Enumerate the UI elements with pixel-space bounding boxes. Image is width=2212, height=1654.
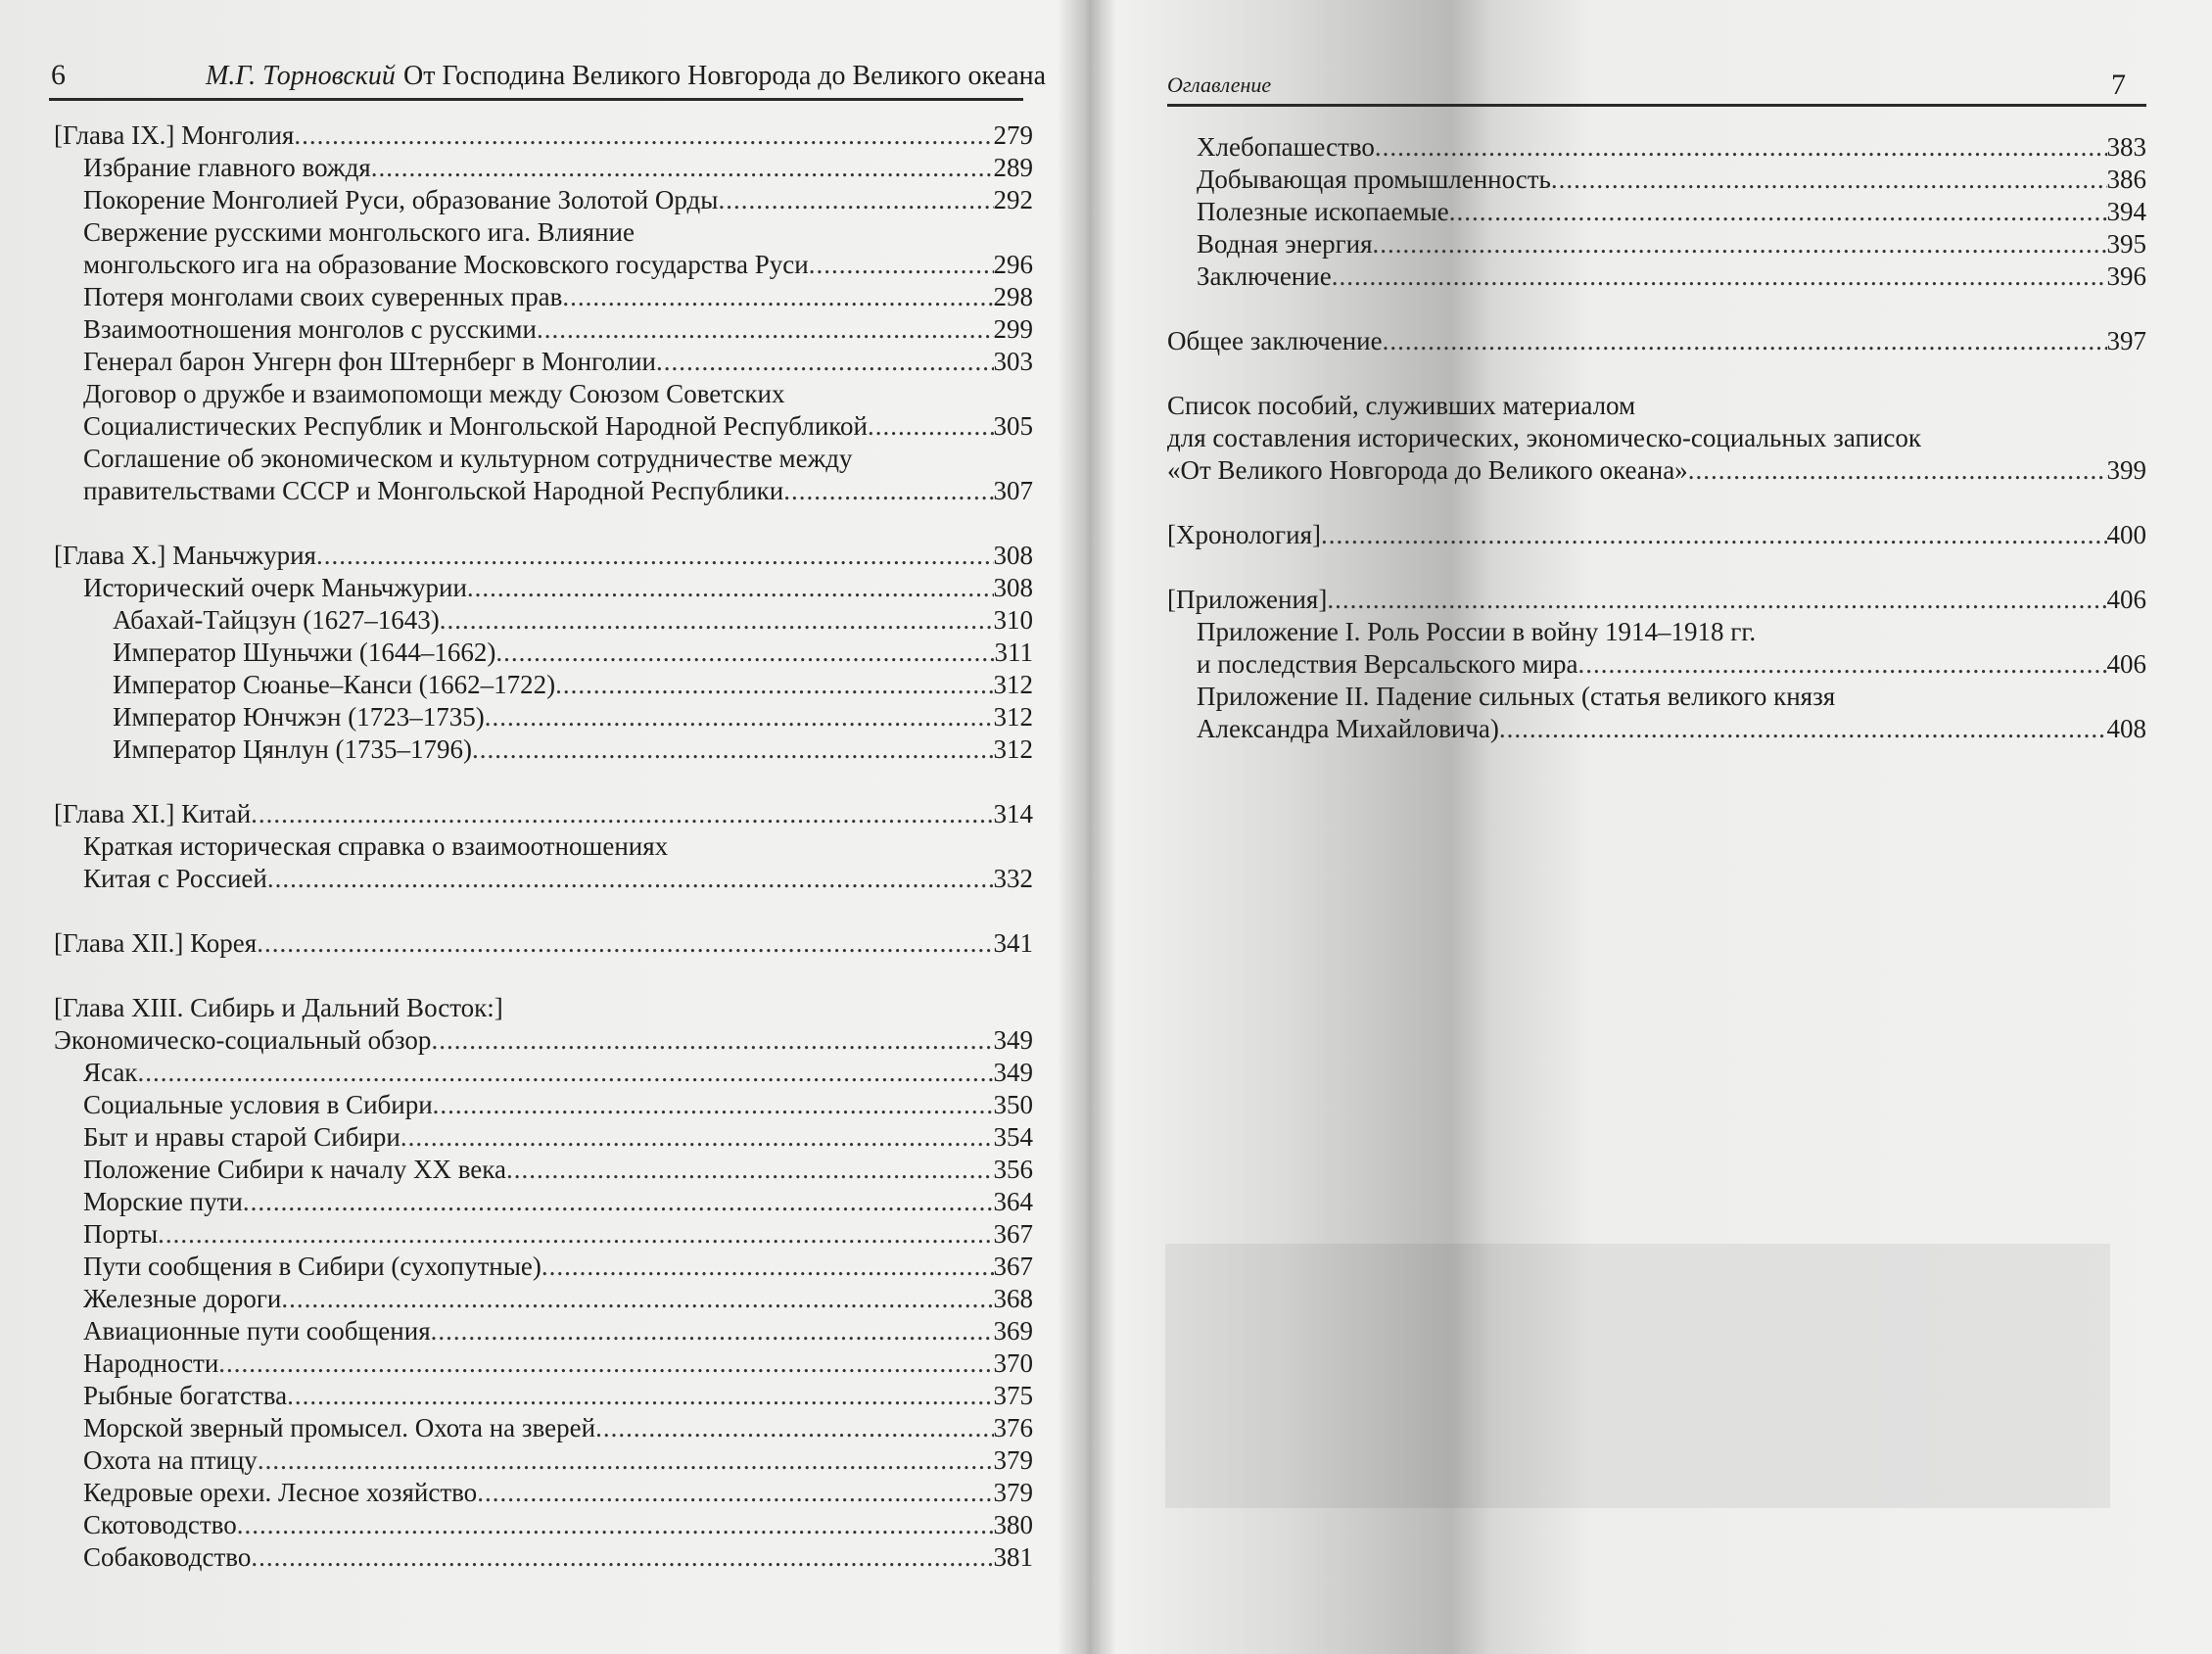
toc-entry-title: Покорение Монголией Руси, образование Золотой Орды [83,185,719,214]
toc-entry-title: Взаимоотношения монголов с русскими [83,314,537,344]
toc-entry-title-line: Краткая историческая справка о взаимоотношениях [83,831,669,861]
toc-entry [54,798,1033,830]
dot-leader [472,733,993,766]
toc-page-number: 395 [2106,229,2146,259]
toc-entry-title: Железные дороги [83,1284,282,1313]
running-head-title: От Господина Великого Новгорода до Великого океана [403,61,1047,91]
running-head-author: М.Г. Торновский [206,61,396,91]
toc-entry-title: [Глава XII.] Корея [54,928,258,958]
toc-entry [54,1444,1033,1477]
toc-page-number: 289 [993,153,1033,182]
dot-leader [137,1057,993,1089]
toc-entry [54,346,1033,378]
toc-page-number: 364 [993,1187,1033,1216]
toc-entry [54,1089,1033,1121]
toc-page-number: 400 [2106,520,2146,549]
dot-leader [243,1186,994,1218]
toc-entry-title: Охота на птицу [83,1445,258,1475]
toc-entry [54,637,1033,669]
dot-leader [1321,519,2107,551]
toc-entry [54,281,1033,313]
toc-page-number: 367 [993,1252,1033,1281]
toc-entry [54,733,1033,766]
toc-entry [54,1477,1033,1509]
toc-entry [54,1186,1033,1218]
toc-entry [54,1121,1033,1154]
toc-entry-title: Рыбные богатства [83,1381,288,1410]
right-page-number: 7 [2111,69,2126,101]
toc-entry-title: Кедровые орехи. Лесное хозяйство [83,1478,478,1507]
toc-entry [1167,584,2146,616]
dot-leader [562,281,993,313]
running-head-section: Оглавление [1167,72,1272,97]
toc-entry [54,119,1033,152]
toc-entry [54,669,1033,701]
dot-leader [495,637,994,669]
toc-entry-title: Пути сообщения в Сибири (сухопутные) [83,1252,541,1281]
toc-entry [54,1541,1033,1574]
toc-page-number: 376 [993,1413,1033,1442]
toc-page-number: 303 [993,347,1033,376]
dot-leader [506,1154,994,1186]
toc-entry [54,540,1033,572]
toc-page-number: 308 [993,541,1033,570]
toc-page-number: 296 [993,250,1033,279]
toc-page-number: 356 [993,1155,1033,1184]
toc-entry-title: Быт и нравы старой Сибири [83,1122,400,1152]
dot-leader [267,863,994,895]
dot-leader [258,1444,994,1477]
toc-page-number: 349 [993,1025,1033,1055]
toc-page-number: 341 [993,928,1033,958]
dot-leader [1383,325,2107,357]
toc-entry-title: Император Шуньчжи (1644–1662) [113,638,496,667]
toc-entry [54,152,1033,184]
dot-leader [440,604,994,637]
toc-page-number: 279 [993,120,1033,150]
toc-page-number: 408 [2106,714,2146,743]
toc-entry-title: [Приложения] [1167,585,1328,614]
dot-leader [485,701,994,733]
left-page [0,0,1077,1654]
right-page [1097,0,2212,1654]
toc-entry-title: правительствами СССР и Монгольской Народной Республики [83,476,784,505]
dot-leader [251,1541,993,1574]
toc-entry-title: Абахай-Тайцзун (1627–1643) [113,605,440,635]
dot-leader [218,1347,993,1380]
toc-entry-title-line: Свержение русскими монгольского ига. Влияние [83,217,635,247]
toc-entry [1167,196,2146,228]
toc-page-number: 310 [993,605,1033,635]
dot-leader [1551,164,2107,196]
toc-page-number: 383 [2106,132,2146,162]
toc-entry-title: Морские пути [83,1187,243,1216]
toc-entry-title: монгольского ига на образование Московского государства Руси [83,250,809,279]
toc-entry-title: и последствия Версальского мира [1197,649,1578,679]
toc-entry-title: Китая с Россией [83,864,267,893]
toc-entry-title: Порты [83,1219,159,1249]
toc-entry [54,1315,1033,1347]
toc-entry-title: Заключение [1197,261,1332,291]
dot-leader [656,346,994,378]
dot-leader [287,1380,993,1412]
toc-left [54,119,1033,1574]
dot-leader [1373,228,2107,260]
dot-leader [595,1412,993,1444]
toc-entry-title: Скотоводство [83,1510,237,1539]
toc-spacer [54,507,1033,540]
toc-entry [54,604,1033,637]
toc-entry-title: Положение Сибири к началу XX века [83,1155,506,1184]
toc-page-number: 367 [993,1219,1033,1249]
toc-page-number: 399 [2106,455,2146,485]
toc-entry [54,313,1033,346]
toc-entry-title: [Хронология] [1167,520,1321,549]
header-rule [49,98,1023,101]
dot-leader [251,798,993,830]
toc-entry-title: Общее заключение [1167,326,1383,355]
dot-leader [1578,648,2107,681]
toc-entry [1167,616,2146,681]
dot-leader [555,669,993,701]
toc-entry [1167,519,2146,551]
dot-leader [371,152,994,184]
toc-spacer [1167,487,2146,519]
toc-page-number: 406 [2106,649,2146,679]
toc-entry-title-line: для составления исторических, экономическо-социальных записок [1167,423,1921,452]
toc-entry-title: Ясак [83,1058,138,1087]
dot-leader [868,410,994,443]
dot-leader [257,927,993,960]
toc-page-number: 379 [993,1478,1033,1507]
dot-leader [1332,260,2107,293]
dot-leader [809,249,994,281]
toc-entry [54,216,1033,281]
dot-leader [1375,131,2107,164]
toc-entry [54,992,1033,1057]
toc-entry-title: Социалистических Республик и Монгольской Народной Республикой [83,411,868,441]
toc-entry-title: Водная энергия [1197,229,1373,259]
toc-page-number: 406 [2106,585,2146,614]
toc-entry-title: Экономическо-социальный обзор [54,1025,432,1055]
toc-entry-title: Император Юнчжэн (1723–1735) [113,702,485,732]
header-rule [1167,104,2146,107]
dot-leader [431,1315,994,1347]
left-page-number: 6 [51,59,66,91]
dot-leader [431,1024,993,1057]
toc-page-number: 380 [993,1510,1033,1539]
toc-entry-title: Хлебопашество [1197,132,1375,162]
toc-entry-title: Император Сюанье–Канси (1662–1722) [113,670,556,699]
dot-leader [477,1477,993,1509]
dot-leader [400,1121,994,1154]
dot-leader [237,1509,994,1541]
toc-page-number: 381 [993,1542,1033,1572]
toc-entry [1167,228,2146,260]
toc-spacer [1167,551,2146,584]
toc-entry-title: Император Цянлун (1735–1796) [113,734,473,764]
dot-leader [783,475,993,507]
toc-page-number: 369 [993,1316,1033,1346]
toc-page-number: 298 [993,282,1033,311]
toc-entry [54,701,1033,733]
toc-entry-title-line: Соглашение об экономическом и культурном сотрудничестве между [83,444,853,473]
toc-entry-title-line: Список пособий, служивших материалом [1167,391,1636,420]
toc-entry [54,927,1033,960]
toc-entry [54,830,1033,895]
toc-entry-title: «От Великого Новгорода до Великого океана» [1167,455,1688,485]
toc-entry [1167,260,2146,293]
toc-page-number: 308 [993,573,1033,602]
toc-entry [54,184,1033,216]
toc-entry [1167,164,2146,196]
toc-page-number: 354 [993,1122,1033,1152]
toc-page-number: 379 [993,1445,1033,1475]
toc-entry [54,1509,1033,1541]
toc-page-number: 299 [993,314,1033,344]
toc-entry [54,1218,1033,1251]
dot-leader [1327,584,2106,616]
toc-entry [1167,390,2146,487]
toc-entry [1167,131,2146,164]
toc-spacer [54,895,1033,927]
toc-entry-title: Морской зверный промысел. Охота на зверей [83,1413,596,1442]
toc-entry-title: Александра Михайловича) [1197,714,1499,743]
toc-page-number: 350 [993,1090,1033,1119]
toc-page-number: 292 [993,185,1033,214]
toc-entry [54,572,1033,604]
toc-right [1167,131,2146,745]
toc-entry-title: [Глава XI.] Китай [54,799,252,828]
toc-entry [54,378,1033,443]
toc-entry-title: Избрание главного вождя [83,153,371,182]
toc-page-number: 305 [993,411,1033,441]
toc-entry-title-line: Приложение I. Роль России в войну 1914–1918 гг. [1197,617,1757,646]
toc-entry-title: [Глава X.] Маньчжурия [54,541,316,570]
toc-spacer [54,960,1033,992]
dot-leader [294,119,993,152]
dot-leader [158,1218,993,1251]
dot-leader [541,1251,994,1283]
toc-entry [54,1057,1033,1089]
dot-leader [1688,454,2107,487]
dot-leader [1499,713,2107,745]
toc-spacer [1167,293,2146,325]
toc-spacer [54,766,1033,798]
toc-entry [1167,325,2146,357]
toc-entry-title: [Глава IX.] Монголия [54,120,295,150]
toc-page-number: 397 [2106,326,2146,355]
toc-page-number: 332 [993,864,1033,893]
toc-entry-title-line: Договор о дружбе и взаимопомощи между Союзом Советских [83,379,785,408]
toc-entry-title: Социальные условия в Сибири [83,1090,433,1119]
toc-entry-title: Полезные ископаемые [1197,197,1449,226]
toc-page-number: 312 [993,670,1033,699]
toc-entry-title: Добывающая промышленность [1197,165,1551,194]
toc-entry-title: Собаководство [83,1542,252,1572]
toc-entry [54,1283,1033,1315]
toc-page-number: 396 [2106,261,2146,291]
toc-page-number: 312 [993,734,1033,764]
toc-entry-title-line: [Глава XIII. Сибирь и Дальний Восток:] [54,993,503,1022]
toc-spacer [1167,357,2146,390]
toc-entry-title-line: Приложение II. Падение сильных (статья великого князя [1197,682,1836,711]
toc-entry [1167,681,2146,745]
toc-page-number: 394 [2106,197,2146,226]
toc-page-number: 368 [993,1284,1033,1313]
toc-entry [54,1412,1033,1444]
dot-leader [316,540,994,572]
toc-entry-title: Народности [83,1348,219,1378]
toc-page-number: 312 [993,702,1033,732]
toc-entry [54,1347,1033,1380]
toc-entry [54,1251,1033,1283]
dot-leader [281,1283,993,1315]
dot-leader [537,313,994,346]
toc-entry [54,443,1033,507]
toc-entry-title: Потеря монголами своих суверенных прав [83,282,563,311]
toc-entry-title: Исторический очерк Маньчжурии [83,573,467,602]
toc-page-number: 386 [2106,165,2146,194]
dot-leader [718,184,993,216]
toc-entry-title: Генерал барон Унгерн фон Штернберг в Монголии [83,347,656,376]
toc-page-number: 314 [993,799,1033,828]
toc-page-number: 349 [993,1058,1033,1087]
toc-page-number: 370 [993,1348,1033,1378]
dot-leader [433,1089,994,1121]
toc-page-number: 307 [993,476,1033,505]
dot-leader [1449,196,2107,228]
toc-page-number: 311 [994,638,1033,667]
toc-page-number: 375 [993,1381,1033,1410]
toc-entry [54,1154,1033,1186]
toc-entry-title: Авиационные пути сообщения [83,1316,431,1346]
dot-leader [467,572,994,604]
toc-entry [54,1380,1033,1412]
